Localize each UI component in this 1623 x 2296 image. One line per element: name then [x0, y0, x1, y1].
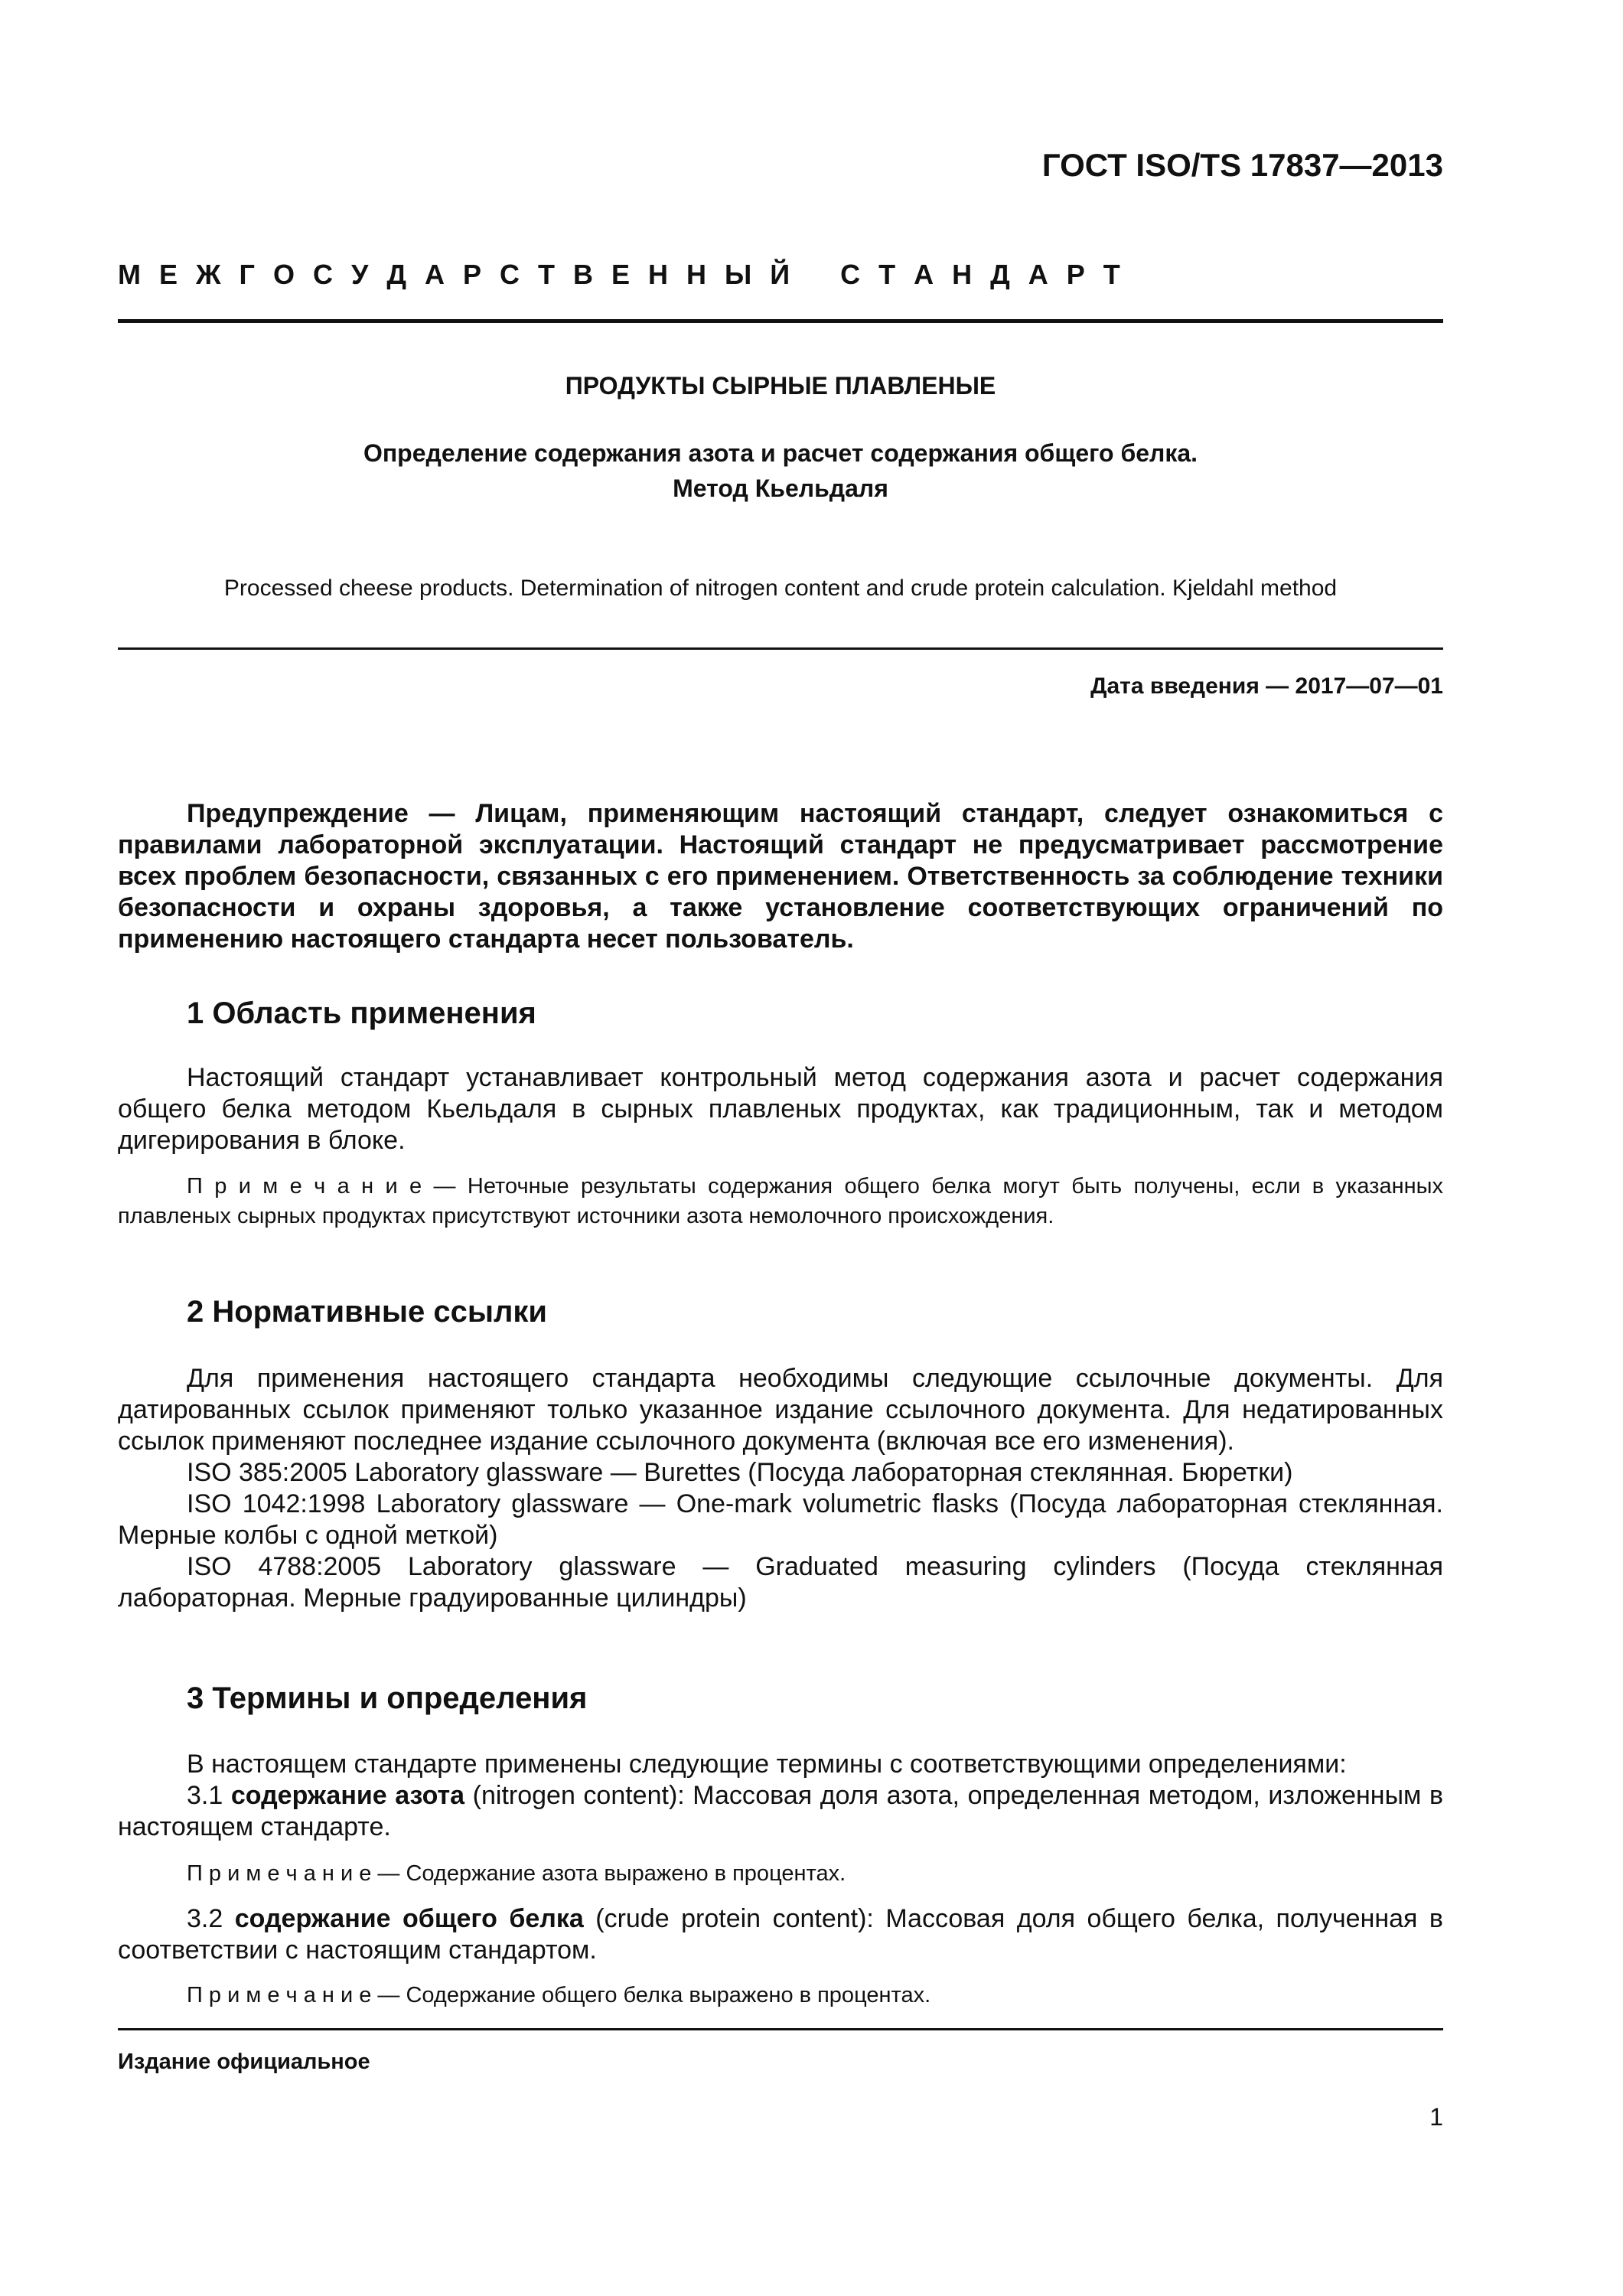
term-3-1 [118, 1780, 1443, 1843]
introduction-date: Дата введения — 2017—07—01 [1090, 673, 1443, 699]
term-3-2-note [118, 1981, 1443, 2011]
note-text: — Неточные результаты содержания общего белка могут быть получены, если в указанных плавленых сырных продуктах присутствуют источники азота немолочного происхождения. [118, 1174, 1443, 1228]
term-3-2 [118, 1903, 1443, 1966]
note-label: П р и м е ч а н и е [187, 1861, 372, 1886]
reference-item: ISO 4788:2005 Laboratory glassware — Graduated measuring cylinders (Посуда стеклянная лабораторная. Мерные градуированные цилиндры) [118, 1552, 1443, 1613]
title-rule [118, 647, 1443, 650]
section-1-note [118, 1172, 1443, 1231]
section-3-text: В настоящем стандарте применены следующие термины с соответствующими определениями: [187, 1750, 1347, 1779]
section-2-heading: 2 Нормативные ссылки [187, 1295, 548, 1329]
standard-code: ГОСТ ISO/TS 17837—2013 [1041, 147, 1443, 183]
header-rule [118, 319, 1443, 323]
footer-rule [118, 2028, 1443, 2030]
term-number: 3.1 [187, 1781, 231, 1810]
note-label: П р и м е ч а н и е [187, 1983, 372, 2007]
term-definition: (crude protein content): Массовая доля общего белка, полученная в соответствии с настоящим стандартом. [118, 1904, 1443, 1965]
term-definition: (nitrogen content): Массовая доля азота, определенная методом, изложенным в настоящем стандарте. [118, 1781, 1444, 1841]
section-1-heading: 1 Область применения [187, 996, 536, 1030]
section-2-text: Для применения настоящего стандарта необходимы следующие ссылочные документы. Для датированных ссылок применяют только указанное издание ссылочного документа. Для недатированных ссылок применяют последнее издание ссылочного документа (включая все его изменения). [118, 1364, 1443, 1456]
document-title: ПРОДУКТЫ СЫРНЫЕ ПЛАВЛЕНЫЕ [565, 372, 996, 400]
term-number: 3.2 [187, 1904, 235, 1933]
document-subtitle-2: Метод Кьельдаля [673, 475, 888, 502]
section-1-text: Настоящий стандарт устанавливает контрольный метод содержания азота и расчет содержания общего белка методом Кьельдаля в сырных плавленых продуктах, как традиционным, так и методом дигерирования в блоке. [118, 1063, 1443, 1155]
page-number: 1 [1429, 2103, 1443, 2131]
note-text: — Содержание общего белка выражено в процентах. [371, 1983, 931, 2007]
reference-item: ISO 385:2005 Laboratory glassware — Burettes (Посуда лабораторная стеклянная. Бюретки) [187, 1458, 1293, 1487]
term-name: содержание азота [230, 1781, 465, 1810]
warning-paragraph: Предупреждение — Лицам, применяющим настоящий стандарт, следует ознакомиться с правилами лабораторной эксплуатации. Настоящий стандарт не предусматривает рассмотрение всех проблем безопасности, связанных с его применением. Ответственность за соблюдение техники безопасности и охраны здоровья, а также установление соответствующих ограничений по применению настоящего стандарта несет пользователь. [118, 799, 1443, 954]
term-name: содержание общего белка [234, 1904, 584, 1933]
section-3-heading: 3 Термины и определения [187, 1681, 588, 1715]
reference-item: ISO 1042:1998 Laboratory glassware — One-mark volumetric flasks (Посуда лабораторная стеклянная. Мерные колбы с одной меткой) [118, 1489, 1443, 1550]
edition-label: Издание официальное [118, 2050, 370, 2074]
standard-type: М Е Ж Г О С У Д А Р С Т В Е Н Н Ы Й С Т А Н Д А Р Т [118, 259, 1123, 290]
note-label: П р и м е ч а н и е [187, 1174, 422, 1199]
note-text: — Содержание азота выражено в процентах. [371, 1861, 846, 1886]
term-3-1-note [118, 1859, 1443, 1889]
english-title: Processed cheese products. Determination of nitrogen content and crude protein calculation. Kjeldahl method [223, 576, 1338, 601]
document-subtitle-1: Определение содержания азота и расчет содержания общего белка. [363, 439, 1198, 467]
